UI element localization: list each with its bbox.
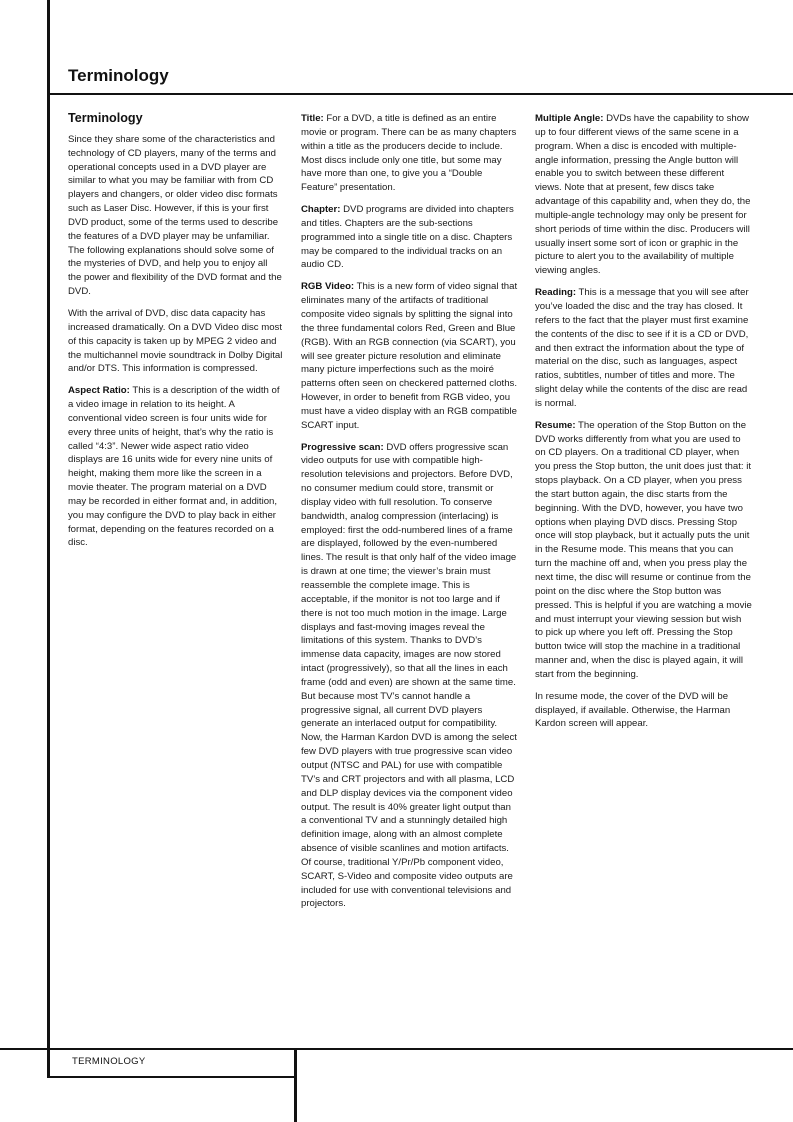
resume-term: Resume:: [535, 419, 576, 431]
left-margin-bar: [47, 0, 50, 1078]
progressive-scan-term: Progressive scan:: [301, 441, 384, 453]
rgb-video-text: This is a new form of video signal that eliminates many of the artifacts of traditional composite video signals by splitting the signal into the three fundamental colors Red, Green and Blue (RGB). With an RGB connection (via SCART), you will see greater picture resolution and eliminate many picture imperfections such as the moiré patterns often seen on checkered patterned cloths. However, in order to benefit from RGB video, you must have a video display with an RGB compatible SCART input.: [301, 281, 518, 431]
chapter-text: DVD programs are divided into chapters and titles. Chapters are the sub-sections programmed into a single title on a disc. Chapters may be compared to the individual tracks on an audio CD.: [301, 204, 514, 271]
header-rule: [47, 93, 793, 95]
section-heading: Terminology: [68, 111, 143, 125]
chapter-term: Chapter:: [301, 204, 341, 216]
column-2: [301, 112, 518, 919]
footer-bottom-rule: [47, 1076, 297, 1078]
title-text: For a DVD, a title is defined as an entire movie or program. There can be as many chapters within a title as the producers decide to include. Most discs include only one title, but some may have more than one, to give you a “Double Feature” presentation.: [301, 113, 517, 194]
arrival-paragraph: With the arrival of DVD, disc data capacity has increased dramatically. On a DVD Video disc most of this capacity is taken up by MPEG 2 video and the multichannel movie soundtrack in Dolby Digital and/or DTS. This information is compressed.: [68, 307, 283, 375]
resume-mode-paragraph: In resume mode, the cover of the DVD will be displayed, if available. Otherwise, the Harman Kardon screen will appear.: [535, 690, 731, 730]
footer-rule: [0, 1048, 793, 1050]
multiple-angle-paragraph: [535, 112, 752, 278]
resume-paragraph: [535, 419, 752, 682]
chapter-paragraph: [301, 203, 518, 272]
page-title: Terminology: [68, 66, 169, 85]
progressive-scan-text: DVD offers progressive scan video outputs for use with compatible high-resolution televisions and projectors. Before DVD, no consumer medium could store, transmit or display video with full resolution. To conserve bandwidth, analog compression (interlacing) is employed: first the odd-numbered lines of a frame are displayed, followed by the even-numbered lines. The result is that only half of the video image is drawn at one time; the viewer’s brain must reassemble the complete image. This is acceptable, if the monitor is not too large and if there is not too much motion in the image. Large displays and fast-moving images reveal the limitations of this system. Thanks to DVD’s immense data capacity, images are now stored intact (progressively), so that all the lines in each frame (odd and even) are shown at the same time. But because most TV’s cannot handle a progressive signal, all current DVD players generate an interlaced output for compatibility. Now, the Harman Kardon DVD is among the select few DVD players with true progressive scan video output (NTSC and PAL) for use with compatible TV’s and CRT projectors and with all plasma, LCD and DLP display devices via the component video output. The result is 40% greater light output than a conventional TV and a stunningly detailed high definition image, along with an almost complete absence of visible scanlines and motion artifacts. Of course, traditional Y/Pr/Pb component video, SCART, S-Video and composite video outputs are included for use with conventional televisions and projectors.: [301, 441, 517, 910]
reading-term: Reading:: [535, 287, 577, 299]
footer-section-label: TERMINOLOGY: [72, 1056, 146, 1067]
column-3: [535, 112, 752, 739]
footer-divider-bar: [294, 1048, 297, 1122]
reading-paragraph: [535, 286, 752, 411]
column-1: [68, 112, 283, 558]
intro-paragraph: Since they share some of the characteristics and technology of CD players, many of the terms and operational concepts used in a DVD player are similar to what you may be familiar with from CD players and changers, or older video disc formats such as Laser Disc. However, if this is your first DVD product, some of the terms used to describe the features of a DVD player may be unfamiliar. The following explanations should solve some of the mysteries of DVD, and help you to enjoy all the power and flexibility of the DVD format and the DVD.: [68, 133, 282, 298]
aspect-ratio-text: This is a description of the width of a video image in relation to its height. A conventional video screen is four units wide for every three units of height, that’s why the ratio is called “4:3”. Newer wide aspect ratio video displays are 16 units wide for every nine units of height, making them more like the screen in a movie theater. The program material on a DVD may be recorded in either format and, in addition, you may configure the DVD to play back in either format, depending on the features recorded on a disc.: [68, 385, 280, 549]
rgb-video-term: RGB Video:: [301, 281, 355, 293]
rgb-video-paragraph: [301, 280, 518, 432]
multiple-angle-text: DVDs have the capability to show up to four different views of the same scene in a program. When a disc is encoded with multiple-angle information, pressing the Angle button will enable you to switch between these different views. Note that at present, few discs take advantage of this capability and, when they do, the multiple-angle technology may only be present for short periods of time within the disc. Producers will usually insert some sort of icon or graphic in the picture to alert you to the availability of multiple viewing angles.: [535, 113, 751, 277]
title-paragraph: [301, 112, 518, 195]
progressive-scan-paragraph: [301, 441, 518, 912]
aspect-ratio-paragraph: [68, 384, 283, 550]
multiple-angle-term: Multiple Angle:: [535, 113, 604, 124]
aspect-ratio-term: Aspect Ratio:: [68, 385, 130, 397]
resume-text: The operation of the Stop Button on the DVD works differently from what you are used to on CD players. On a traditional CD player, when you press the Stop button, the unit does just that: it stops playback. On a CD player, when you press the start button again, the disc starts from the beginning. With the DVD, however, you have two options when playing DVD discs. Pressing Stop once will stop playback, but it actually puts the unit in the Resume mode. This means that you can turn the machine off and, when you press play the next time, the disc will resume or continue from the point on the disc where the Stop button was pressed. This is helpful if you are watching a movie and must interrupt your viewing session but wish to pick up where you left off. Pressing the Stop button twice will stop the machine in a traditional manner and, when the disc is played again, it will start from the beginning.: [535, 419, 752, 680]
title-term: Title:: [301, 113, 324, 124]
reading-text: This is a message that you will see after you’ve loaded the disc and the tray has closed. It refers to the fact that the player must first examine the contents of the disc to see if it is a CD or DVD, and then extract the information about the type of material on the disc, such as languages, aspect ratios, subtitles, number of titles and more. The slight delay while the contents of the disc are read is normal.: [535, 287, 749, 409]
